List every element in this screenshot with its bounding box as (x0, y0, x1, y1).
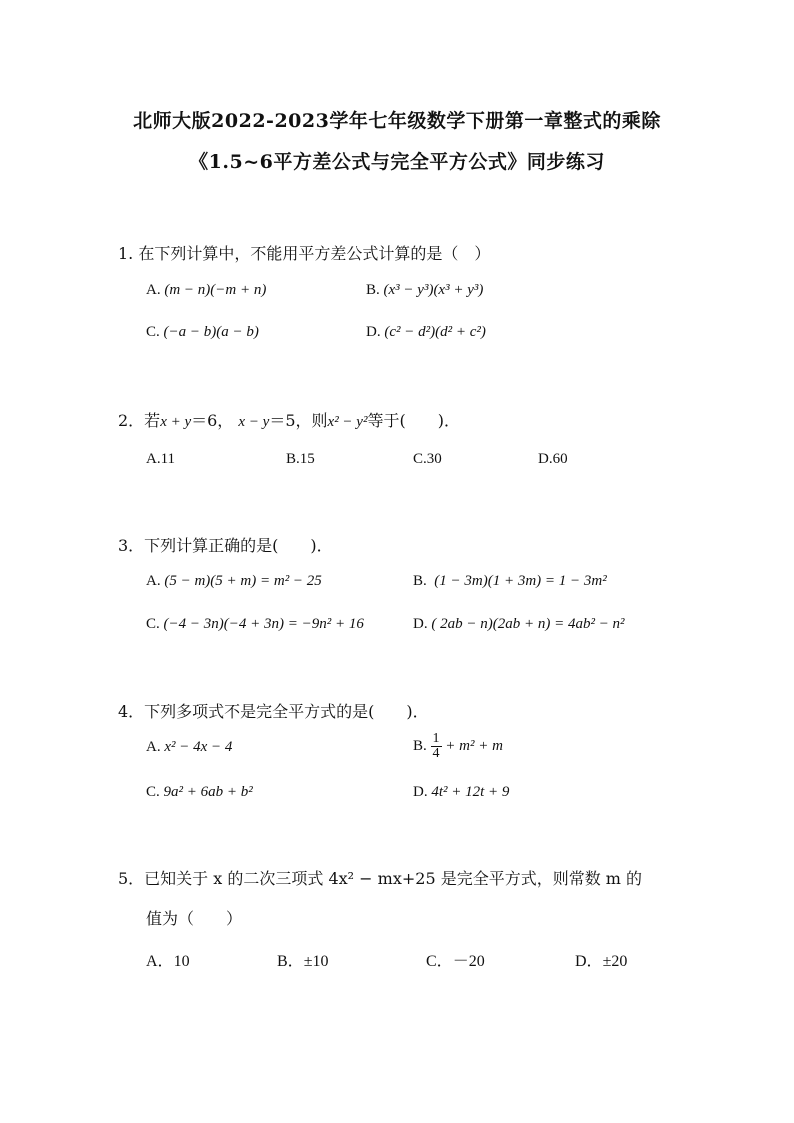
q2-option-a: A.11 (146, 451, 176, 467)
question-2-stem: 2．若x + y＝6， x − y＝5，则x² − y²等于( )． (118, 411, 460, 430)
q3-option-a: A. (5 − m)(5 + m) = m² − 25 (146, 573, 322, 589)
q5-option-b: B．±10 (277, 953, 329, 970)
fraction-one-quarter: $\frac{1}{4}$ (432, 731, 440, 761)
q4-option-d: D. 4t² + 12t + 9 (413, 784, 510, 800)
q3-option-b: B. (1 − 3m)(1 + 3m) = 1 − 3m² (413, 573, 607, 589)
q1-option-b: B. (x³ − y³)(x³ + y³) (366, 282, 484, 298)
q1-option-a: A. (m − n)(−m + n) (146, 282, 267, 298)
title-line-2: 《1.5~6平方差公式与完全平方公式》同步练习 (189, 151, 605, 173)
question-5-stem-line-1: 5．已知关于 x 的二次三项式 4x² − mx+25 是完全平方式，则常数 m 的 (118, 869, 643, 888)
q5-option-d: D．±20 (575, 953, 628, 970)
q5-option-a: A．10 (146, 953, 190, 970)
q4-option-a: A. x² − 4x − 4 (146, 739, 233, 755)
question-5-stem-line-2: 值为（ ） (146, 909, 243, 928)
q4-option-b: B. $\frac{1}{4}$ + m² + m (413, 731, 503, 761)
question-1-stem: 1. 在下列计算中，不能用平方差公式计算的是（ ） (118, 244, 491, 263)
q1-option-c: C. (−a − b)(a − b) (146, 324, 259, 340)
q1-option-d: D. (c² − d²)(d² + c²) (366, 324, 486, 340)
q2-option-c: C.30 (413, 451, 442, 467)
q2-option-d: D.60 (538, 451, 568, 467)
q3-option-c: C. (−4 − 3n)(−4 + 3n) = −9n² + 16 (146, 616, 364, 632)
q2-option-b: B.15 (286, 451, 315, 467)
question-4-stem: 4．下列多项式不是完全平方式的是( )． (118, 702, 429, 721)
q5-option-c: C．－20 (426, 953, 485, 970)
title-line-1: 北师大版2022-2023学年七年级数学下册第一章整式的乘除 (133, 110, 661, 132)
q4-option-c: C. 9a² + 6ab + b² (146, 784, 253, 800)
question-3-stem: 3．下列计算正确的是( )． (118, 536, 333, 555)
q3-option-d: D. ( 2ab − n)(2ab + n) = 4ab² − n² (413, 616, 625, 632)
